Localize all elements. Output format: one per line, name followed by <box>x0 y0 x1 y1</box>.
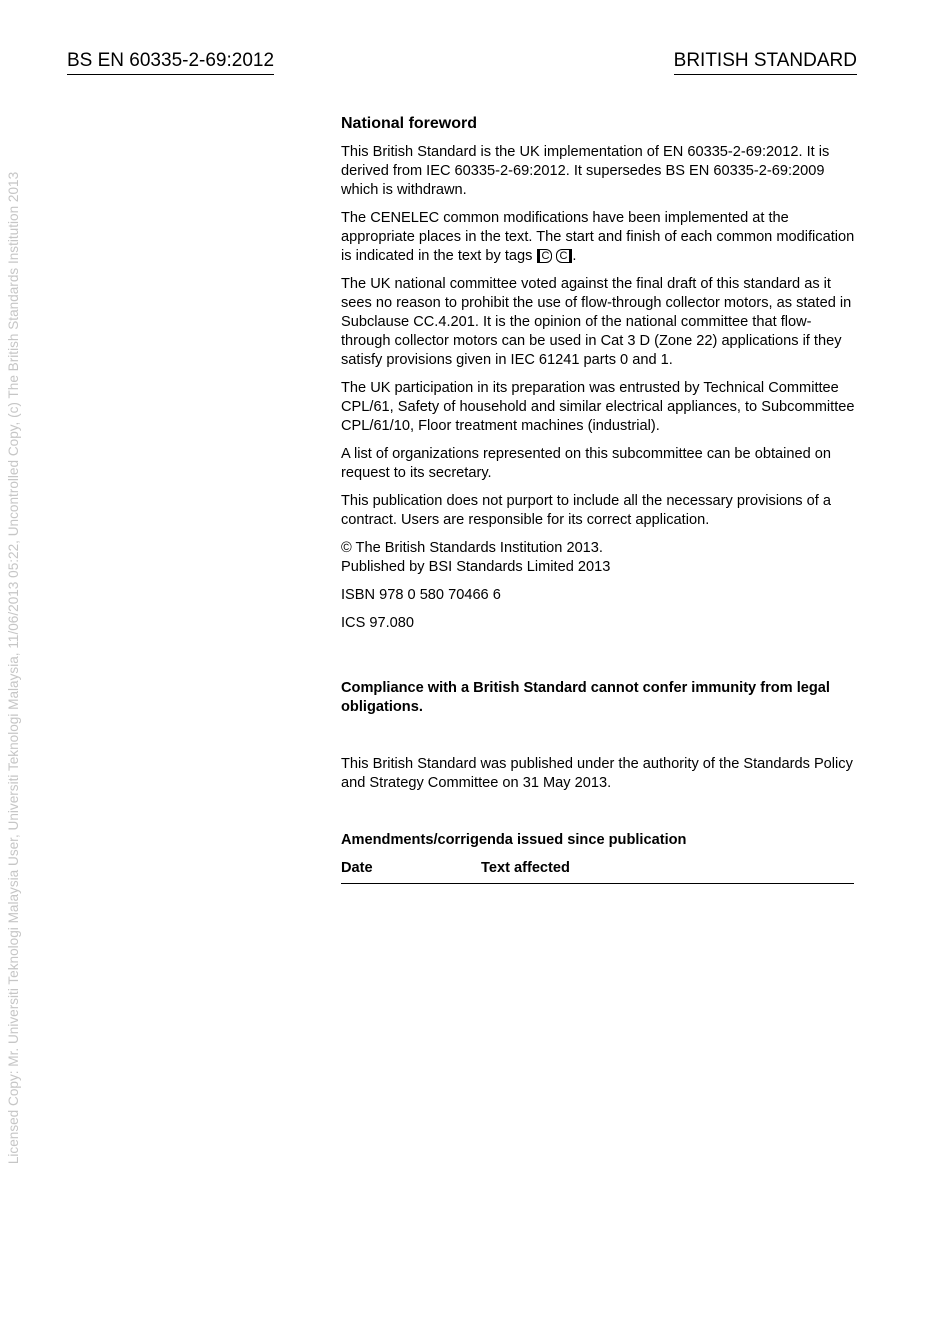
foreword-paragraph-disclaimer: This publication does not purport to include all the necessary provisions of a contract. Users are responsible for its correct application. <box>341 493 831 528</box>
amendments-heading: Amendments/corrigenda issued since publication <box>341 832 687 848</box>
publisher-line: Published by BSI Standards Limited 2013 <box>341 559 611 575</box>
common-modification-start-tag: C <box>537 249 553 263</box>
copyright-line: © The British Standards Institution 2013. <box>341 540 603 556</box>
foreword-title: National foreword <box>341 115 478 132</box>
foreword-paragraph-modifications <box>341 209 855 266</box>
document-number: BS EN 60335-2-69:2012 <box>67 50 274 75</box>
foreword-paragraph-participation: The UK participation in its preparation was entrusted by Technical Committee CPL/61, Safety of household and similar electrical appliances, to Subcommittee CPL/61/10, Floor treatment machines (industrial). <box>341 380 855 434</box>
foreword-paragraph-implementation: This British Standard is the UK implementation of EN 60335-2-69:2012. It is derived from IEC 60335-2-69:2012. It supersedes BS EN 60335-2-69:2009 which is withdrawn. <box>341 144 830 198</box>
modifications-end: . <box>572 248 577 264</box>
amendments-table <box>341 859 854 884</box>
text-affected-column-header: Text affected <box>481 859 854 884</box>
common-modification-end-tag: C <box>556 249 572 263</box>
modifications-text: The CENELEC common modifications have been implemented at the appropriate places in the text. The start and finish of each common modification is indicated in the text by tags <box>341 210 855 264</box>
copyright-block <box>341 539 855 577</box>
foreword-paragraph-committee-vote: The UK national committee voted against the final draft of this standard as it sees no reason to prohibit the use of flow-through collector motors, as stated in Subclause CC.4.201. It is the opinion of the national committee that flow-through collector motors can be used in Cat 3 D (Zone 22) applications if they satisfy provisions given in IEC 61241 parts 0 and 1. <box>341 276 852 368</box>
amendments-table-header <box>341 859 854 884</box>
compliance-statement: Compliance with a British Standard cannot confer immunity from legal obligations. <box>341 680 830 715</box>
isbn-line: ISBN 978 0 580 70466 6 <box>341 587 501 603</box>
national-foreword-section <box>341 113 855 884</box>
date-column-header: Date <box>341 859 481 884</box>
license-watermark: Licensed Copy: Mr. Universiti Teknologi Malaysia User, Universiti Teknologi Malaysia, 11/06/2013 05:22, Uncontrolled Copy, (c) The British Standards Institution 2013 <box>6 171 21 1165</box>
standard-type-label: BRITISH STANDARD <box>674 50 857 75</box>
authority-statement: This British Standard was published under the authority of the Standards Policy and Strategy Committee on 31 May 2013. <box>341 756 853 791</box>
ics-line: ICS 97.080 <box>341 615 415 631</box>
foreword-paragraph-organizations: A list of organizations represented on this subcommittee can be obtained on request to its secretary. <box>341 446 832 481</box>
